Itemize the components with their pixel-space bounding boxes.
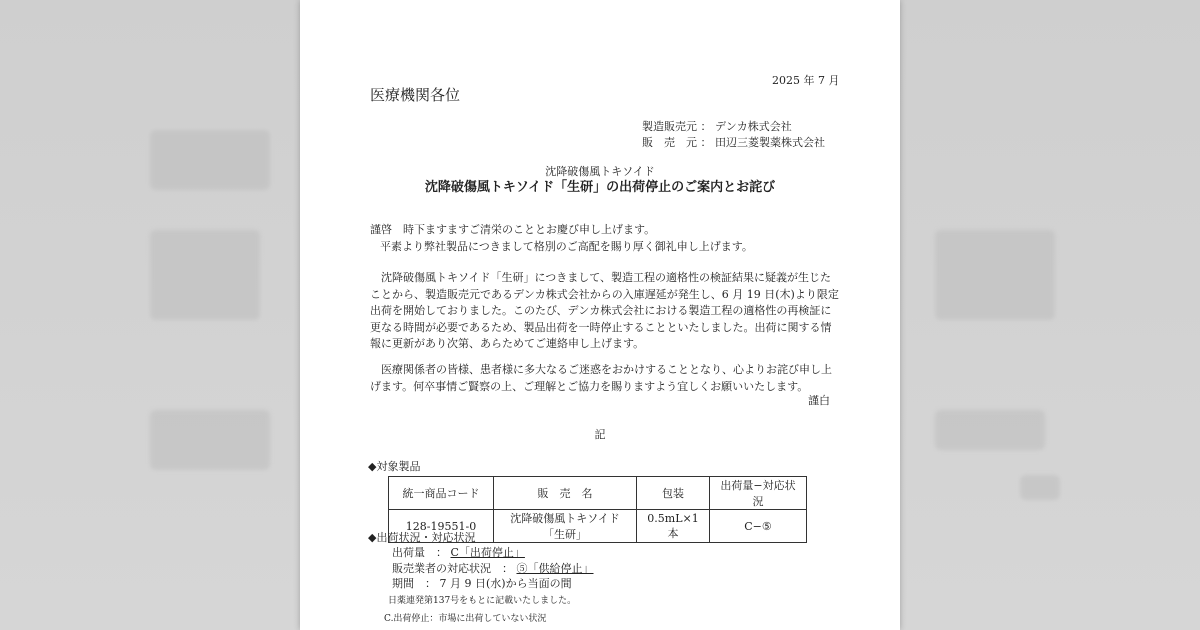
shipment-value: C「出荷停止」	[450, 546, 525, 559]
body-paragraph-2: 医療関係者の皆様、患者様に多大なるご迷惑をおかけすることとなり、心よりお詫び申し上げます。何卒事情ご賢察の上、ご理解とご協力を賜りますよう宜しくお願いいたします。	[370, 363, 832, 393]
note-reference: 日薬連発第137号をもとに記載いたしました。	[388, 596, 577, 606]
background-blur-block	[150, 130, 270, 190]
note-c-definition: C.出荷停止：市場に出荷していない状況	[384, 614, 547, 624]
table-header-cell: 販 売 名	[494, 477, 637, 510]
manufacturer-line	[642, 120, 842, 134]
ki-mark: 記	[594, 428, 606, 441]
section-products-heading: ◆対象製品	[368, 460, 421, 473]
shipment-line	[392, 546, 525, 560]
seller-status-value: ⑤「供給停止」	[516, 562, 594, 575]
seller-status-label: 販売業者の対応状況 ：	[392, 562, 513, 575]
recipient: 医療機関各位	[370, 86, 461, 104]
table-header-cell: 包装	[637, 477, 710, 510]
table-header-row	[389, 477, 807, 510]
section-status-heading: ◆出荷状況・対応状況	[368, 531, 476, 544]
table-cell: 沈降破傷風トキソイド「生研」	[494, 510, 637, 543]
distributor-line	[642, 136, 842, 150]
background-blur-block	[935, 410, 1045, 450]
period-line: 期間 ： 7 月 9 日(水)から当面の間	[392, 577, 572, 590]
body-paragraph-1: 沈降破傷風トキソイド「生研」につきまして、製造工程の適格性の検証結果に疑義が生じたことから、製造販売元であるデンカ株式会社からの入庫遅延が発生し、6 月 19 日(木)より限定出荷を開始しておりました。このたび、デンカ株式会社における製造工程の適格性の再検証に更なる時間が必要であるため、製品出荷を一時停止することといたしました。出荷に関する情報に更新があり次第、あらためてご連絡申し上げます。	[370, 271, 839, 350]
closing: 謹白	[808, 394, 830, 407]
table-header-cell: 統一商品コード	[389, 477, 494, 510]
background-blur-block	[150, 230, 260, 320]
table-cell: C−⑤	[710, 510, 807, 543]
manufacturer-label: 製造販売元 ：	[642, 120, 712, 133]
document-title: 沈降破傷風トキソイド「生研」の出荷停止のご案内とお詫び	[424, 180, 776, 195]
manufacturer-name: デンカ株式会社	[715, 120, 792, 133]
background-blur-block	[1020, 475, 1060, 500]
distributor-name: 田辺三菱製薬株式会社	[715, 136, 825, 149]
shipment-label: 出荷量 ：	[392, 546, 447, 559]
distributor-label: 販 売 元 ：	[642, 136, 712, 149]
greeting-line-1: 謹啓 時下ますますご清栄のこととお慶び申し上げます。	[370, 223, 656, 236]
seller-status-line	[392, 562, 594, 576]
document-date: 2025 年 7 月	[772, 74, 840, 87]
document-page	[300, 0, 900, 630]
background-blur-block	[935, 230, 1055, 320]
table-cell: 0.5mL×1 本	[637, 510, 710, 543]
greeting-line-2: 平素より弊社製品につきまして格別のご高配を賜り厚く御礼申し上げます。	[380, 240, 753, 253]
table-header-cell: 出荷量−対応状況	[710, 477, 807, 510]
table-cell: 128-19551-0	[389, 510, 494, 543]
product-generic-name: 沈降破傷風トキソイド	[545, 165, 655, 178]
background-blur-block	[150, 410, 270, 470]
